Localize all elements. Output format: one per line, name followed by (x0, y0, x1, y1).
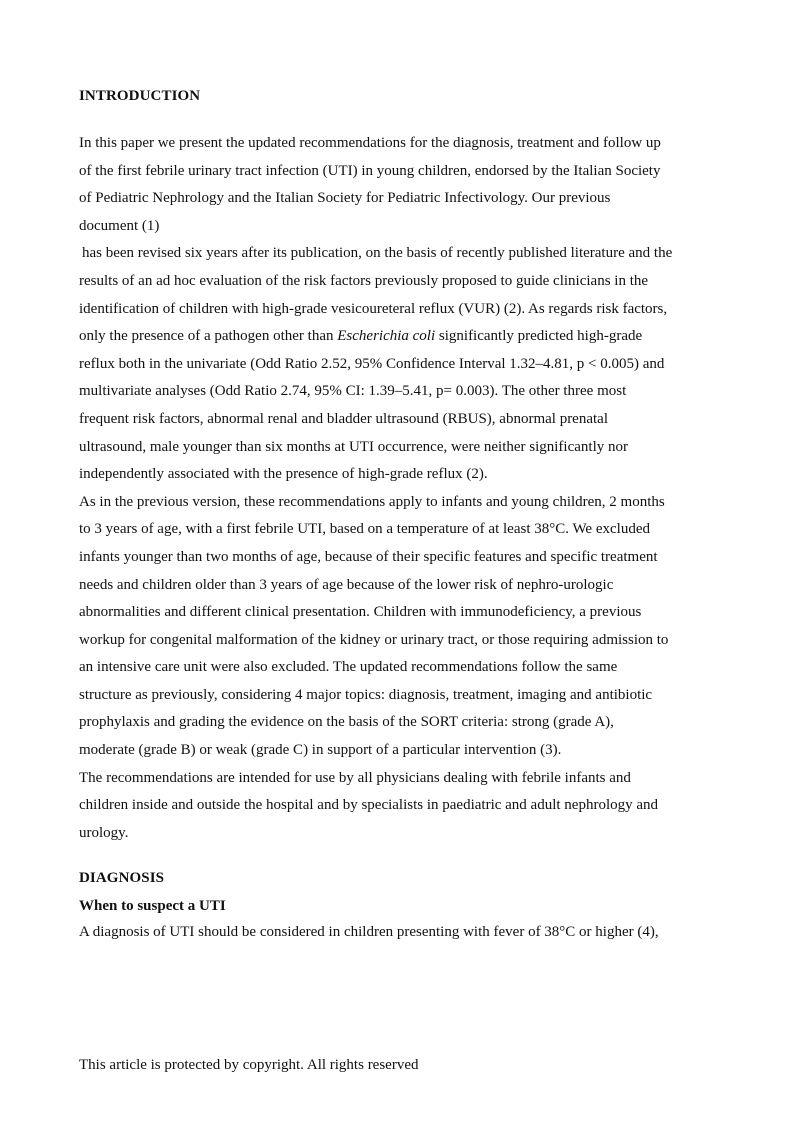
text-line: document (1) (79, 217, 160, 234)
text-line: structure as previously, considering 4 major topics: diagnosis, treatment, imaging and antibiotic (79, 686, 653, 703)
text-line: infants younger than two months of age, because of their specific features and specific treatment (79, 548, 658, 565)
text-line: frequent risk factors, abnormal renal and bladder ultrasound (RBUS), abnormal prenatal (79, 410, 608, 427)
species-name: Escherichia coli (337, 328, 436, 345)
text-line: to 3 years of age, with a first febrile UTI, based on a temperature of at least 38°C. We excluded (79, 521, 650, 538)
text-line: reflux both in the univariate (Odd Ratio 2.52, 95% Confidence Interval 1.32–4.81, p < 0.005) and (79, 355, 665, 372)
text-line: results of an ad hoc evaluation of the risk factors previously proposed to guide clinicians in the (79, 272, 649, 289)
text-line: In this paper we present the updated recommendations for the diagnosis, treatment and follow up (79, 135, 661, 151)
text-line: abnormalities and different clinical presentation. Children with immunodeficiency, a previous (79, 604, 642, 621)
text-line: has been revised six years after its publication, on the basis of recently published literature and the (82, 245, 673, 262)
text-line: identification of children with high-grade vesicoureteral reflux (VUR) (2). As regards risk factors, (79, 300, 668, 317)
text-line: The recommendations are intended for use by all physicians dealing with febrile infants and (79, 769, 631, 786)
text-line: urology. (79, 824, 129, 841)
spacer (79, 888, 719, 896)
text-line: of Pediatric Nephrology and the Italian Society for Pediatric Infectivology. Our previous (79, 190, 611, 207)
text-line: As in the previous version, these recommendations apply to infants and young children, 2 months (79, 493, 665, 510)
diagnosis-paragraph-1 (79, 919, 719, 947)
diagnosis-heading: DIAGNOSIS (79, 870, 165, 887)
introduction-paragraph-2 (79, 240, 719, 488)
document-page (79, 86, 719, 947)
introduction-paragraph-3 (79, 489, 719, 765)
spacer (79, 847, 719, 868)
introduction-paragraph-4 (79, 765, 719, 848)
copyright-footer: This article is protected by copyright. All rights reserved (79, 1057, 419, 1073)
text-line: ultrasound, male younger than six months at UTI occurrence, were neither significantly nor (79, 438, 628, 455)
text-fragment: only the presence of a pathogen other than (79, 328, 338, 345)
text-line: multivariate analyses (Odd Ratio 2.74, 95% CI: 1.39–5.41, p= 0.003). The other three most (79, 383, 627, 400)
diagnosis-subheading: When to suspect a UTI (79, 898, 226, 915)
text-line: children inside and outside the hospital and by specialists in paediatric and adult nephrology and (79, 797, 659, 814)
text-line: prophylaxis and grading the evidence on the basis of the SORT criteria: strong (grade A), (79, 714, 614, 731)
text-line: independently associated with the presence of high-grade reflux (2). (79, 466, 488, 483)
text-line: A diagnosis of UTI should be considered in children presenting with fever of 38°C or higher (4), (79, 924, 659, 941)
text-line: moderate (grade B) or weak (grade C) in support of a particular intervention (3). (79, 742, 562, 759)
text-line: an intensive care unit were also excluded. The updated recommendations follow the same (79, 659, 618, 676)
text-line: of the first febrile urinary tract infection (UTI) in young children, endorsed by the Italian Society (79, 162, 661, 179)
text-fragment: significantly predicted high-grade (435, 328, 643, 345)
introduction-heading: INTRODUCTION (79, 88, 201, 104)
introduction-paragraph-1 (79, 130, 719, 240)
text-line-with-italic (79, 323, 719, 351)
text-line: workup for congenital malformation of the kidney or urinary tract, or those requiring admission to (79, 631, 669, 648)
spacer (79, 106, 719, 130)
text-line: needs and children older than 3 years of age because of the lower risk of nephro-urologic (79, 576, 614, 593)
